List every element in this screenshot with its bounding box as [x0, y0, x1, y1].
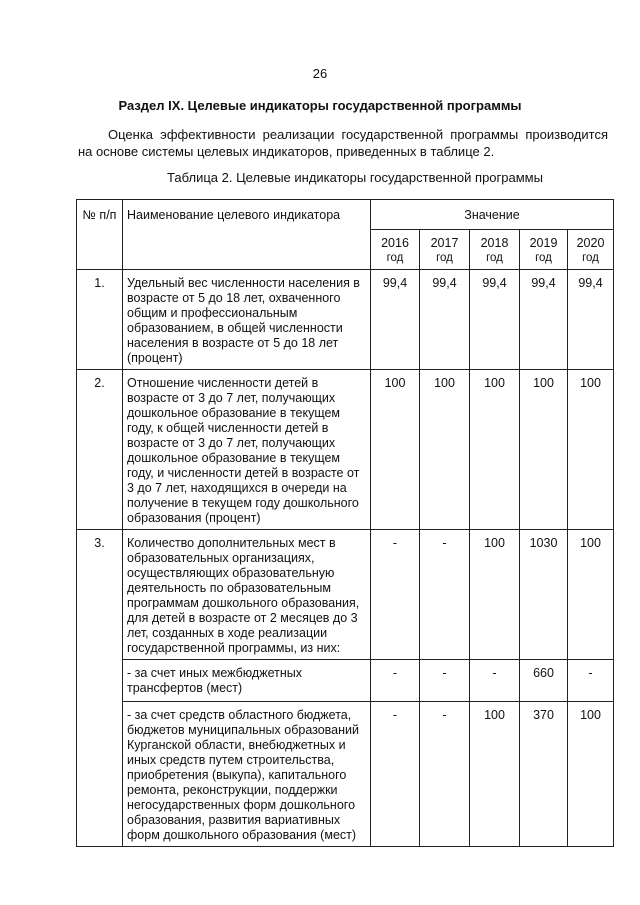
table-caption: Таблица 2. Целевые индикаторы государственной программы	[167, 170, 543, 185]
year-unit: год	[535, 252, 552, 264]
header-year	[568, 230, 614, 270]
intro-paragraph: Оценка эффективности реализации государственной программы производится на основе системы целевых индикаторов, приведенных в таблице 2.	[78, 127, 608, 159]
header-year	[470, 230, 520, 270]
header-name: Наименование целевого индикатора	[123, 200, 371, 270]
table-row	[77, 702, 614, 847]
year-unit: год	[486, 252, 503, 264]
year-unit: год	[582, 252, 599, 264]
row-value: -	[371, 530, 420, 660]
row-value: 100	[568, 530, 614, 660]
year-unit: год	[386, 252, 404, 264]
row-value: 100	[470, 530, 520, 660]
header-num: № п/п	[77, 200, 123, 270]
row-value: 100	[470, 370, 520, 530]
table-row	[77, 530, 614, 660]
row-value: -	[470, 660, 520, 702]
table-row	[77, 370, 614, 530]
row-value: 99,4	[420, 270, 470, 370]
year-label: 2016	[381, 236, 409, 250]
row-num: 3.	[77, 530, 123, 847]
header-year	[520, 230, 568, 270]
row-value: 100	[470, 702, 520, 847]
row-value: 370	[520, 702, 568, 847]
row-value: -	[371, 660, 420, 702]
section-title: Раздел IX. Целевые индикаторы государственной программы	[118, 98, 522, 113]
row-value: -	[420, 660, 470, 702]
year-label: 2018	[480, 236, 509, 250]
row-value: 1030	[520, 530, 568, 660]
indicators-table-wrapper	[76, 199, 614, 847]
page-number: 26	[312, 66, 328, 81]
row-value: 660	[520, 660, 568, 702]
year-label: 2020	[576, 236, 605, 250]
row-value: 100	[420, 370, 470, 530]
table-row	[77, 660, 614, 702]
row-value: -	[420, 530, 470, 660]
row-name: - за счет иных межбюджетных трансфертов (мест)	[123, 660, 371, 702]
row-value: 100	[520, 370, 568, 530]
row-name: - за счет средств областного бюджета, бюджетов муниципальных образований Курганской области, внебюджетных и иных средств путем строительства, приобретения (выкупа), капитального ремонта, реконструкции, поддержки негосударственных форм дошкольного образования, развития вариативных форм дошкольного образования (мест)	[123, 702, 371, 847]
row-value: 99,4	[371, 270, 420, 370]
row-value: 100	[371, 370, 420, 530]
row-value: 100	[568, 702, 614, 847]
row-value: 100	[568, 370, 614, 530]
row-num: 2.	[77, 370, 123, 530]
year-unit: год	[436, 252, 453, 264]
row-value: 99,4	[568, 270, 614, 370]
row-name: Удельный вес численности населения в возрасте от 5 до 18 лет, охваченного общим и профессиональным образованием, в общей численности населения в возрасте от 5 до 18 лет (процент)	[123, 270, 371, 370]
table-row	[77, 270, 614, 370]
header-value: Значение	[371, 200, 614, 230]
row-value: -	[371, 702, 420, 847]
header-year	[420, 230, 470, 270]
row-value: 99,4	[520, 270, 568, 370]
header-year	[371, 230, 420, 270]
row-num: 1.	[77, 270, 123, 370]
row-name: Количество дополнительных мест в образовательных организациях, осуществляющих образовательную деятельность по образовательным программам дошкольного образования, для детей в возрасте от 2 месяцев до 3 лет, созданных в ходе реализации государственной программы, из них:	[123, 530, 371, 660]
year-label: 2019	[529, 236, 558, 250]
row-value: -	[568, 660, 614, 702]
indicators-table	[76, 199, 614, 847]
year-label: 2017	[430, 236, 459, 250]
row-value: -	[420, 702, 470, 847]
row-name: Отношение численности детей в возрасте от 3 до 7 лет, получающих дошкольное образование в текущем году, к общей численности детей в возрасте от 3 до 7 лет, получающих дошкольное образование в текущем году, и численности детей в возрасте от 3 до 7 лет, находящихся в очереди на получение в текущем году дошкольного образования (процент)	[123, 370, 371, 530]
row-value: 99,4	[470, 270, 520, 370]
